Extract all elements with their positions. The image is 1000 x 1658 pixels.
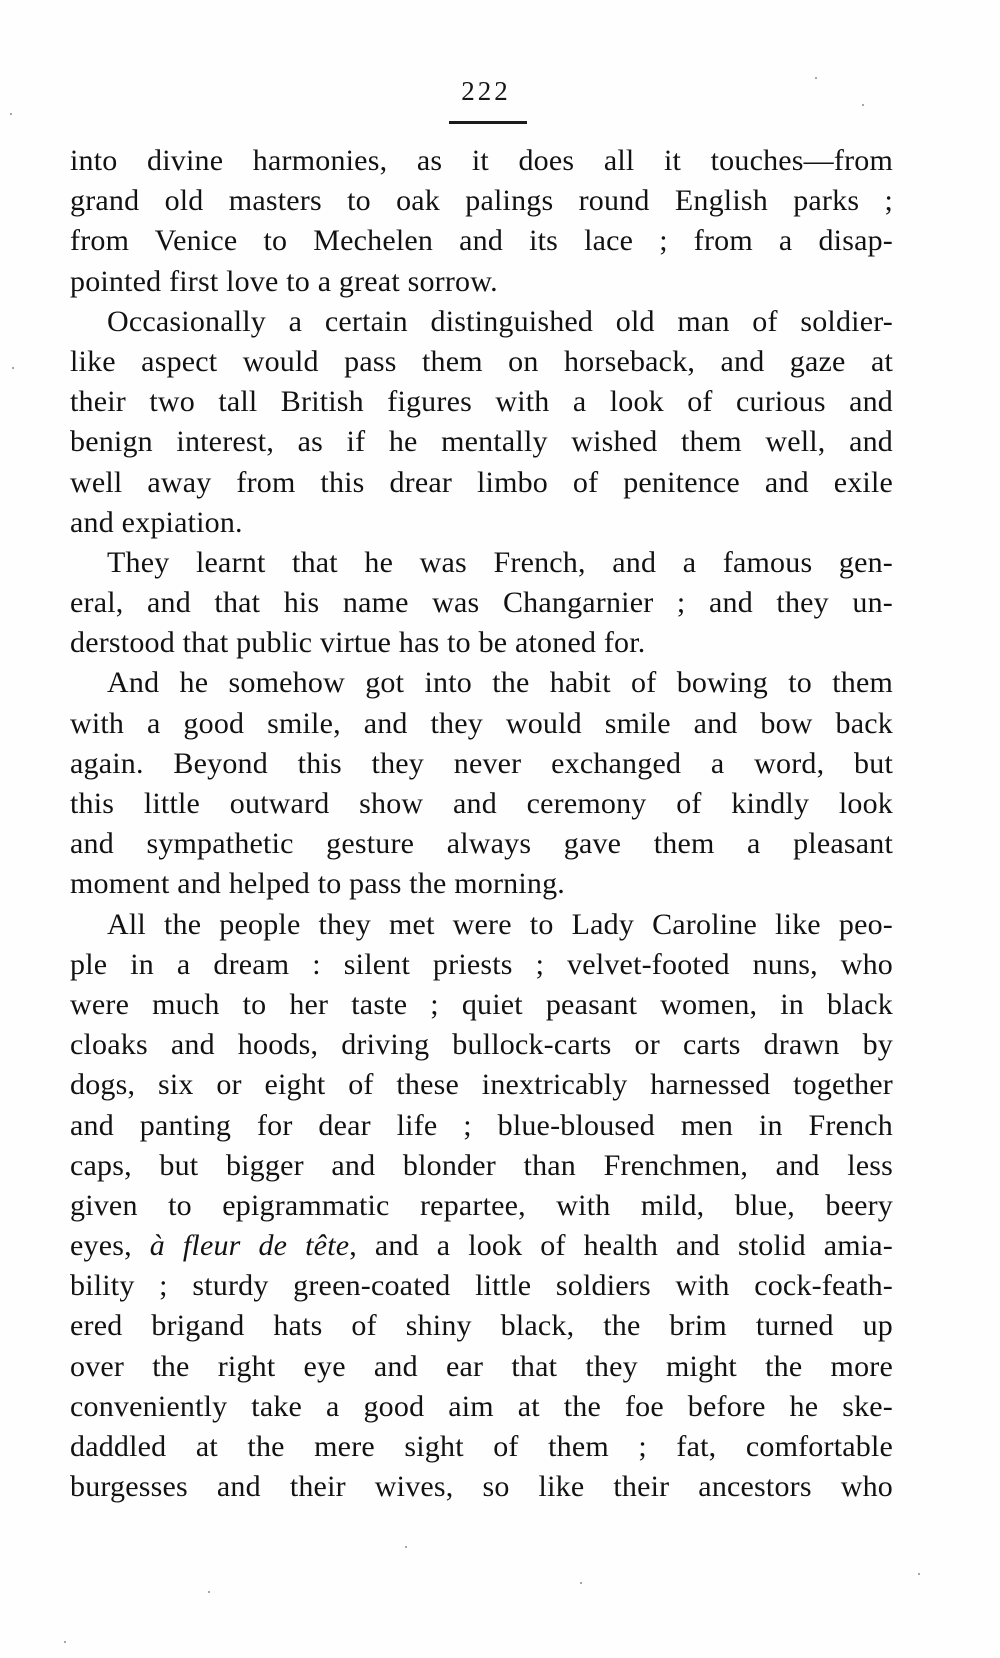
text-line: well away from this drear limbo of penitence and exile: [70, 465, 893, 499]
text-line: cloaks and hoods, driving bullock-carts or carts drawn by: [70, 1028, 893, 1062]
scan-speck: [918, 1573, 920, 1575]
text-line: bility ; sturdy green-coated little soldiers with cock-feath-: [70, 1269, 893, 1303]
text-line: over the right eye and ear that they might the more: [70, 1349, 893, 1383]
body-text: [70, 141, 893, 1507]
scan-speck: [580, 1582, 582, 1584]
text-line: daddled at the mere sight of them ; fat, comfortable: [70, 1430, 893, 1463]
text-line: All the people they met were to Lady Caroline like peo-: [107, 907, 893, 941]
text-line: were much to her taste ; quiet peasant women, in black: [70, 987, 893, 1021]
text-line: grand old masters to oak palings round English parks ;: [70, 184, 893, 218]
text-line: derstood that public virtue has to be atoned for.: [70, 626, 646, 660]
scan-speck: [64, 1641, 66, 1643]
text-line: their two tall British figures with a look of curious and: [70, 385, 893, 419]
paragraph: [70, 663, 893, 904]
text-line: pointed first love to a great sorrow.: [70, 264, 498, 298]
text-line: like aspect would pass them on horseback, and gaze at: [70, 344, 893, 378]
text-line: from Venice to Mechelen and its lace ; from a disap-: [70, 224, 893, 258]
paragraph: [70, 543, 893, 664]
text-line: with a good smile, and they would smile and bow back: [70, 706, 893, 740]
text-line: and sympathetic gesture always gave them a pleasant: [70, 827, 893, 861]
text-line: again. Beyond this they never exchanged a word, but: [70, 746, 893, 780]
text-line: Occasionally a certain distinguished old man of soldier-: [107, 304, 893, 338]
page-number: 222: [461, 76, 511, 106]
paragraph: [70, 141, 893, 302]
scan-speck: [12, 367, 14, 369]
text-line: given to epigrammatic repartee, with mild, blue, beery: [70, 1188, 893, 1222]
text-line: ered brigand hats of shiny black, the brim turned up: [70, 1309, 893, 1343]
paragraph: [70, 302, 893, 543]
scan-speck: [10, 113, 12, 115]
scan-speck: [862, 104, 864, 106]
text-line: and panting for dear life ; blue-bloused men in French: [70, 1108, 893, 1142]
italic-phrase: à fleur de tête: [149, 1229, 350, 1263]
paragraph: [70, 905, 893, 1508]
page-number-rule: [449, 121, 527, 124]
text-line: caps, but bigger and blonder than Frenchmen, and less: [70, 1148, 893, 1182]
text-line: moment and helped to pass the morning.: [70, 867, 566, 901]
text-line: and expiation.: [70, 505, 243, 539]
scan-speck: [208, 1591, 210, 1593]
text-line: [70, 1226, 893, 1266]
text-line: eral, and that his name was Changarnier ; and they un-: [70, 586, 893, 620]
text-line: conveniently take a good aim at the foe before he ske-: [70, 1389, 893, 1423]
scan-speck: [405, 1546, 407, 1548]
text-line: ple in a dream : silent priests ; velvet-footed nuns, who: [70, 947, 893, 981]
text-line: benign interest, as if he mentally wished them well, and: [70, 425, 893, 459]
text-line: And he somehow got into the habit of bowing to them: [107, 666, 893, 700]
text-line: this little outward show and ceremony of kindly look: [70, 787, 893, 820]
text-line: into divine harmonies, as it does all it touches—from: [70, 144, 893, 177]
text-run: eyes,: [70, 1229, 150, 1263]
text-line: They learnt that he was French, and a famous gen-: [107, 545, 893, 579]
text-line: dogs, six or eight of these inextricably harnessed together: [70, 1068, 893, 1102]
scan-speck: [815, 77, 817, 79]
text-line: burgesses and their wives, so like their ancestors who: [70, 1470, 893, 1504]
text-run: , and a look of health and stolid amia-: [349, 1229, 893, 1263]
